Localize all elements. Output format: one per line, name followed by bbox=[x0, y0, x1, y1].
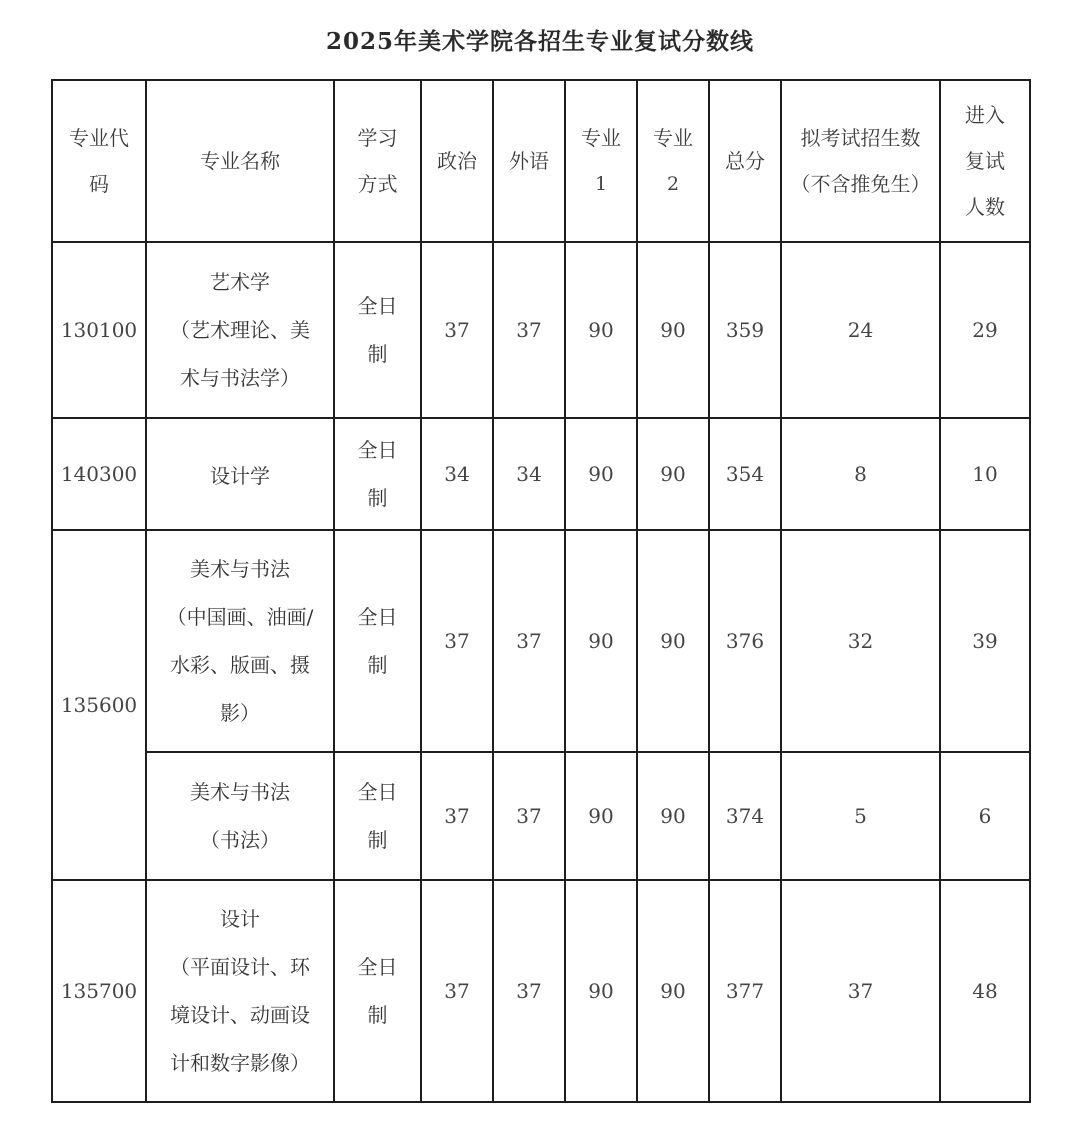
row-major1: 90 bbox=[565, 418, 637, 530]
row-retest: 10 bbox=[940, 418, 1030, 530]
header-plan-line-2: （不含推免生） bbox=[790, 172, 931, 196]
table-row bbox=[52, 242, 1030, 418]
header-major1-line-2: 1 bbox=[594, 173, 608, 195]
row-mode-line: 制 bbox=[367, 828, 388, 852]
row-plan: 32 bbox=[781, 530, 940, 752]
row-total: 374 bbox=[709, 752, 781, 880]
header-major1 bbox=[565, 80, 637, 242]
header-plan-line-1: 拟考试招生数 bbox=[800, 126, 921, 150]
row-politics: 37 bbox=[421, 242, 493, 418]
row-mode-line: 制 bbox=[367, 486, 388, 510]
row-major2: 90 bbox=[637, 242, 709, 418]
header-retest-line-2: 复试 bbox=[965, 149, 1005, 173]
row-plan: 24 bbox=[781, 242, 940, 418]
row-code: 130100 bbox=[52, 242, 146, 418]
row-name bbox=[146, 530, 334, 752]
row-name-line: 美术与书法 bbox=[190, 780, 290, 804]
header-retest-line-1: 进入 bbox=[965, 103, 1005, 127]
row-mode-line: 全日 bbox=[357, 294, 398, 318]
header-code-line-2: 码 bbox=[89, 172, 109, 196]
row-language: 37 bbox=[493, 880, 565, 1102]
row-major2: 90 bbox=[637, 530, 709, 752]
row-name-line: 计和数字影像） bbox=[170, 1051, 310, 1075]
row-total: 377 bbox=[709, 880, 781, 1102]
table-row bbox=[52, 530, 1030, 752]
header-politics: 政治 bbox=[421, 80, 493, 242]
row-code: 135600 bbox=[52, 530, 146, 880]
row-major2: 90 bbox=[637, 418, 709, 530]
row-name-line: 设计 bbox=[220, 907, 260, 931]
header-major2-line-2: 2 bbox=[666, 173, 680, 195]
row-politics: 34 bbox=[421, 418, 493, 530]
row-retest: 29 bbox=[940, 242, 1030, 418]
header-major2 bbox=[637, 80, 709, 242]
row-code: 140300 bbox=[52, 418, 146, 530]
header-retest-line-3: 人数 bbox=[965, 195, 1005, 219]
header-mode bbox=[334, 80, 421, 242]
header-name: 专业名称 bbox=[146, 80, 334, 242]
row-mode-line: 制 bbox=[367, 653, 388, 677]
row-mode bbox=[334, 242, 421, 418]
row-mode-line: 全日 bbox=[357, 438, 398, 462]
row-code: 135700 bbox=[52, 880, 146, 1102]
row-name-line: 设计学 bbox=[210, 463, 270, 488]
row-major1: 90 bbox=[565, 752, 637, 880]
row-mode bbox=[334, 418, 421, 530]
row-name-line: （艺术理论、美 bbox=[170, 318, 310, 342]
row-total: 359 bbox=[709, 242, 781, 418]
row-major1: 90 bbox=[565, 530, 637, 752]
row-retest: 6 bbox=[940, 752, 1030, 880]
row-name bbox=[146, 418, 334, 530]
row-politics: 37 bbox=[421, 880, 493, 1102]
header-code-line-1: 专业代 bbox=[69, 126, 129, 150]
row-language: 37 bbox=[493, 242, 565, 418]
row-total: 354 bbox=[709, 418, 781, 530]
row-name-line: 术与书法学） bbox=[180, 366, 300, 390]
row-major2: 90 bbox=[637, 880, 709, 1102]
header-mode-line-2: 方式 bbox=[357, 172, 398, 196]
row-name-line: 艺术学 bbox=[210, 270, 270, 294]
row-name bbox=[146, 242, 334, 418]
table-row bbox=[52, 880, 1030, 1102]
row-name-line: 影） bbox=[220, 701, 260, 725]
row-retest: 48 bbox=[940, 880, 1030, 1102]
row-plan: 8 bbox=[781, 418, 940, 530]
header-retest bbox=[940, 80, 1030, 242]
header-total: 总分 bbox=[709, 80, 781, 242]
row-name-line: 美术与书法 bbox=[190, 557, 290, 581]
row-total: 376 bbox=[709, 530, 781, 752]
row-major1: 90 bbox=[565, 880, 637, 1102]
header-plan bbox=[781, 80, 940, 242]
row-politics: 37 bbox=[421, 530, 493, 752]
row-name bbox=[146, 752, 334, 880]
row-name bbox=[146, 880, 334, 1102]
row-name-line: （书法） bbox=[200, 828, 280, 852]
page-title: 2025年美术学院各招生专业复试分数线 bbox=[325, 28, 754, 55]
table-row bbox=[52, 418, 1030, 530]
row-mode-line: 制 bbox=[367, 1003, 388, 1027]
header-code bbox=[52, 80, 146, 242]
header-mode-line-1: 学习 bbox=[357, 126, 398, 150]
row-language: 37 bbox=[493, 530, 565, 752]
row-plan: 37 bbox=[781, 880, 940, 1102]
row-name-line: （平面设计、环 bbox=[170, 955, 310, 979]
header-language: 外语 bbox=[493, 80, 565, 242]
row-major1: 90 bbox=[565, 242, 637, 418]
row-mode-line: 全日 bbox=[357, 955, 398, 979]
row-mode bbox=[334, 530, 421, 752]
row-retest: 39 bbox=[940, 530, 1030, 752]
header-major2-line-1: 专业 bbox=[653, 126, 693, 150]
table-row bbox=[52, 752, 1030, 880]
row-name-line: 境设计、动画设 bbox=[170, 1003, 310, 1027]
row-mode-line: 全日 bbox=[357, 780, 398, 804]
row-language: 34 bbox=[493, 418, 565, 530]
row-mode-line: 制 bbox=[367, 342, 388, 366]
row-mode bbox=[334, 752, 421, 880]
row-politics: 37 bbox=[421, 752, 493, 880]
header-major1-line-1: 专业 bbox=[581, 126, 621, 150]
row-name-line: （中国画、油画/ bbox=[166, 605, 314, 629]
row-mode bbox=[334, 880, 421, 1102]
row-mode-line: 全日 bbox=[357, 605, 398, 629]
row-major2: 90 bbox=[637, 752, 709, 880]
row-plan: 5 bbox=[781, 752, 940, 880]
score-table bbox=[51, 79, 1031, 1103]
header-row bbox=[52, 80, 1030, 242]
row-language: 37 bbox=[493, 752, 565, 880]
row-name-line: 水彩、版画、摄 bbox=[170, 653, 310, 677]
